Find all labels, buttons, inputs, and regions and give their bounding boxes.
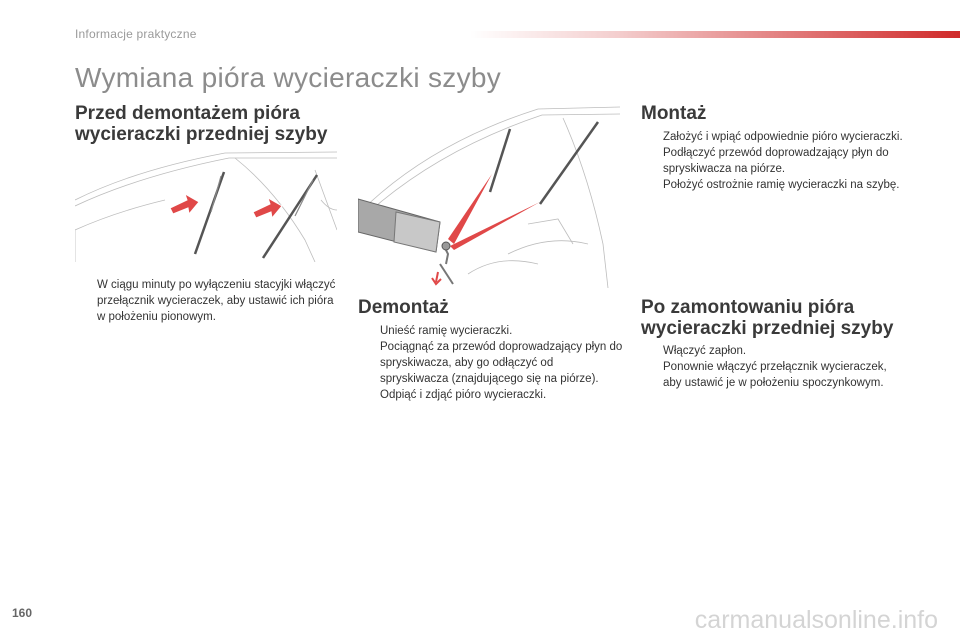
before-heading-line-2: wycieraczki przedniej szyby: [75, 124, 328, 145]
wiper-detach-illustration: [358, 104, 620, 288]
wiper-blade-detail-illustration: [358, 104, 620, 288]
list-item: W ciągu minuty po wyłączeniu stacyjki włączyć przełącznik wycieraczek, aby ustawić ich pióra w położeniu pionowym.: [97, 279, 336, 323]
list-item: Podłączyć przewód doprowadzający płyn do spryskiwacza na piórze.: [663, 147, 889, 175]
before-heading-line-1: Przed demontażem pióra: [75, 103, 300, 124]
arrow-icon: [432, 272, 441, 284]
list-item: Pociągnąć za przewód doprowadzający płyn do spryskiwacza, aby go odłączyć od spryskiwacza (znajdującego się na piórze).: [380, 341, 623, 385]
callout-pointer-icon: [448, 174, 540, 250]
before-removal-heading: [75, 103, 327, 145]
watermark: carmanualsonline.info: [694, 606, 938, 634]
after-heading-line-1: Po zamontowaniu pióra: [641, 297, 855, 318]
arrow-icon: [170, 194, 282, 218]
page-title: Wymiana pióra wycieraczki szyby: [75, 62, 502, 93]
windshield-wipers-illustration: [75, 150, 337, 262]
list-item: Założyć i wpiąć odpowiednie pióro wycieraczki.: [663, 131, 903, 143]
list-item: Położyć ostrożnie ramię wycieraczki na szybę.: [663, 179, 900, 191]
after-heading-line-2: wycieraczki przedniej szyby: [641, 318, 894, 339]
list-item: Unieść ramię wycieraczki.: [380, 325, 513, 337]
removal-heading: Demontaż: [358, 297, 449, 318]
mounting-list: [641, 129, 906, 193]
before-removal-list: [75, 277, 340, 325]
list-item: Odpiąć i zdjąć pióro wycieraczki.: [380, 389, 547, 401]
wipers-vertical-illustration: [75, 150, 337, 262]
mounting-heading: Montaż: [641, 103, 707, 124]
after-mounting-heading: [641, 297, 893, 339]
list-item: Włączyć zapłon.: [663, 345, 747, 357]
section-label: Informacje praktyczne: [75, 27, 197, 41]
header-accent-bar: [470, 31, 960, 38]
removal-list: [358, 323, 623, 403]
list-item: Ponownie włączyć przełącznik wycieraczek, aby ustawić je w położeniu spoczynkowym.: [663, 361, 887, 389]
page-number: 160: [12, 606, 33, 620]
after-mounting-list: [641, 343, 906, 391]
